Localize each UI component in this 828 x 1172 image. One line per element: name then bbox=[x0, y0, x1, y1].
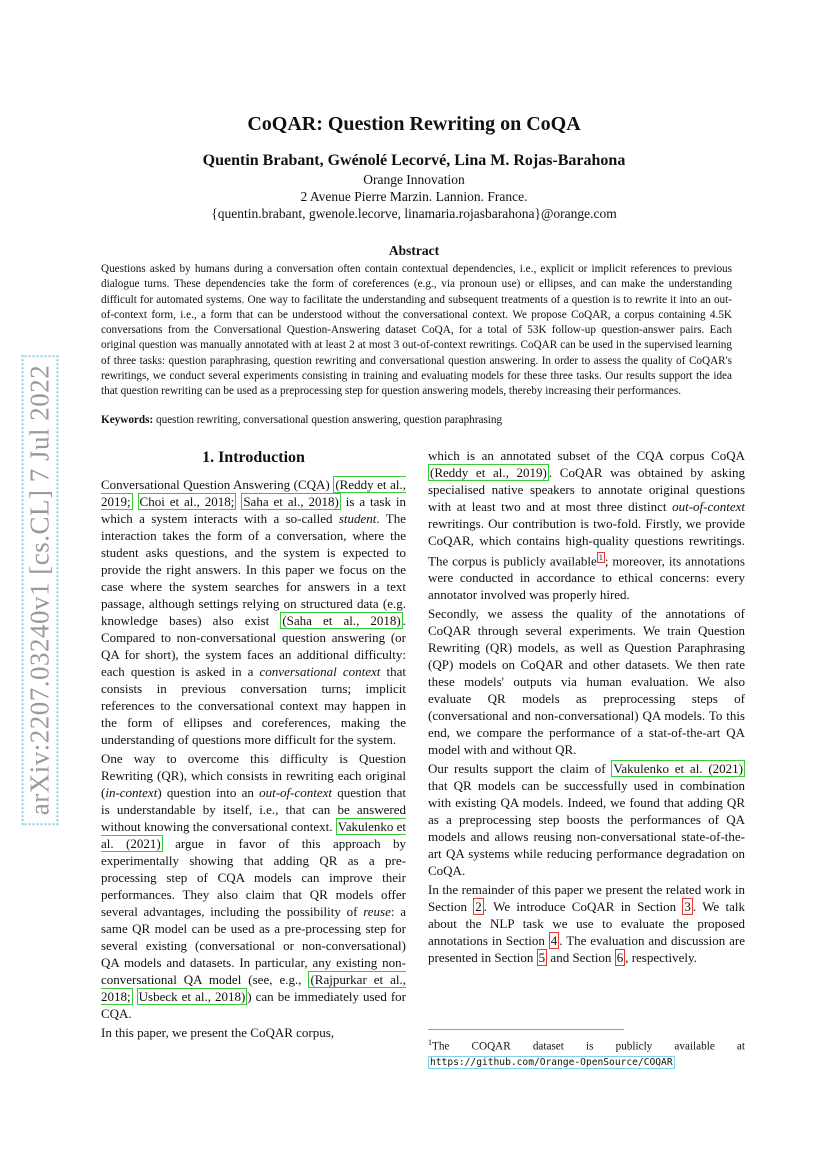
text-span: . The evaluation and discussion are presented in Section bbox=[428, 933, 745, 966]
citation-link[interactable]: (Reddy et al., 2019) bbox=[430, 465, 547, 480]
citation-link[interactable]: (Saha et al., 2018) bbox=[282, 613, 401, 628]
text-span: rewritings. Our contribution is two-fold. Firstly, we provide CoQAR, which contains high-quality questions rewritings. The corpus is publicly available bbox=[428, 516, 745, 569]
arxiv-sidebar bbox=[20, 350, 60, 830]
paragraph bbox=[101, 476, 406, 748]
text-span: . Compared to non-conversational question answering (or QA for short), the system faces an additional difficulty: each question is asked in a bbox=[101, 613, 406, 679]
text-span: . CoQAR was obtained by asking specialised native speakers to annotate original questions with at least two and at most three distinct bbox=[428, 465, 745, 514]
keywords bbox=[101, 414, 732, 426]
section-link[interactable]: 6 bbox=[616, 950, 624, 966]
citation-link[interactable]: Vakulenko et al. (2021) bbox=[101, 819, 406, 851]
text-span: . We introduce CoQAR in Section bbox=[483, 899, 683, 915]
citation-link[interactable]: Vakulenko et al. (2021) bbox=[613, 761, 743, 777]
text-span: out-of-context bbox=[259, 785, 333, 800]
affiliation: Orange Innovation bbox=[363, 172, 465, 187]
text-span: One way to overcome this difficulty is Question Rewriting (QR), which consists in rewriting each original ( bbox=[101, 751, 406, 800]
footnote-link[interactable]: 1 bbox=[598, 553, 603, 562]
text-span: argue in favor of this approach by experimentally showing that adding QR as a pre-processing step of CQA models can improve their performances. They also claim that QR models offer several advantages, including the possibility of bbox=[101, 836, 406, 919]
text-span: that QR models can be successfully used in combination with existing QA models. Indeed, we found that adding QR as a preprocessing step boosts the performances of QA models and allows reusing non-conversational state-of-the-art QA systems while reducing performance degradation on CoQA. bbox=[428, 778, 745, 879]
footnote-separator bbox=[428, 1029, 624, 1030]
paragraph bbox=[428, 447, 745, 603]
citation-link[interactable]: Usbeck et al., 2018) bbox=[138, 989, 246, 1004]
text-span: and Section bbox=[547, 950, 615, 966]
text-span: student bbox=[338, 511, 377, 526]
text-span: In the remainder of this paper we present the related work in Section bbox=[428, 882, 745, 915]
paper-title: CoQAR: Question Rewriting on CoQA bbox=[247, 113, 581, 135]
text-span: reuse bbox=[363, 904, 391, 919]
text-span: is a task in which a system interacts with a so-called bbox=[101, 494, 406, 526]
author-emails: {quentin.brabant, gwenole.lecorve, linamaria.rojasbarahona}@orange.com bbox=[211, 206, 617, 221]
text-span: Our results support the claim of bbox=[428, 761, 612, 777]
paragraph bbox=[428, 760, 745, 879]
text-span: question that is understandable by itself, i.e., that can be answered without knowing the conversational context. bbox=[101, 785, 406, 834]
text-span: ; moreover, its annotations were conducted in accordance to ethical concerns: every annotator involved was properly hired. bbox=[428, 553, 745, 603]
abstract-heading: Abstract bbox=[388, 243, 440, 258]
citation-link[interactable]: Saha et al., 2018) bbox=[243, 494, 339, 509]
citation-link[interactable]: (Reddy et al., 2019; bbox=[101, 477, 406, 509]
text-span: . We talk about the NLP task we use to evaluate the proposed annotations in Section bbox=[428, 899, 745, 949]
text-span: ) can be immediately used for CQA. bbox=[101, 989, 406, 1021]
section-link[interactable]: 3 bbox=[684, 899, 691, 915]
text-span: conversational context bbox=[259, 664, 381, 679]
right-column bbox=[428, 447, 745, 968]
text-span: which is an annotated subset of the CQA corpus CoQA bbox=[428, 448, 745, 463]
paragraph bbox=[101, 750, 406, 1022]
text-span: . The interaction takes the form of a conversation, where the student asks questions, and the system is expected to provide the right answers. In this paper we focus on the case where the system searches for answers in a text passage, although settings relying on structured data (e.g. knowledge bases) also exist bbox=[101, 511, 406, 628]
citation-link[interactable]: Choi et al., 2018; bbox=[139, 494, 235, 509]
paragraph: Secondly, we assess the quality of the annotations of CoQAR through several experiments. We train Question Rewriting (QR) models, as well as Question Paraphrasing (QP) models on CoQAR and other datasets. We then rate these models' outputs via human evaluation. We also evaluate QR models as preprocessing steps of (conversational and non-conversational) QA models. To this end, we compare the performance of a stat-of-the-art QA model with and without QR. bbox=[428, 606, 745, 758]
arxiv-identifier[interactable]: arXiv:2207.03240v1 [cs.CL] 7 Jul 2022 bbox=[22, 355, 59, 825]
footnote-text: The COQAR dataset is publicly available at bbox=[432, 1040, 745, 1053]
address: 2 Avenue Pierre Marzin. Lannion. France. bbox=[300, 189, 528, 204]
footnote bbox=[428, 1035, 745, 1070]
text-span: ) question into an bbox=[157, 785, 260, 800]
keywords-text: question rewriting, conversational question answering, question paraphrasing bbox=[153, 414, 503, 426]
section-link[interactable]: 2 bbox=[475, 899, 482, 915]
text-span: that consists in previous conversation turns; implicit references to the conversational context may happen in the form of ellipses and coreferences, making the understanding of questions more difficult for the system. bbox=[101, 664, 406, 747]
text-span: in-context bbox=[105, 785, 158, 800]
section-heading-introduction: 1. Introduction bbox=[202, 449, 305, 466]
section-link[interactable]: 4 bbox=[550, 933, 558, 949]
keywords-label: Keywords: bbox=[101, 414, 154, 426]
left-column bbox=[101, 445, 406, 1043]
text-span: , respectively. bbox=[625, 950, 697, 966]
authors: Quentin Brabant, Gwénolé Lecorvé, Lina M. Rojas-Barahona bbox=[202, 152, 626, 169]
footnote-mark: 1 bbox=[428, 1038, 432, 1047]
text-span: out-of-context bbox=[672, 499, 745, 514]
repository-url-link[interactable]: https://github.com/Orange-OpenSource/COQAR bbox=[430, 1056, 673, 1068]
citation-link[interactable]: (Rajpurkar et al., 2018; bbox=[101, 972, 407, 1004]
text-span: : a same QR model can be used as a pre-processing step for several existing (conversational or non-conversational) QA models and datasets. In particular, any existing non-conversational QA model (see, e.g., bbox=[101, 904, 406, 987]
text-span: Conversational Question Answering (CQA) bbox=[101, 477, 334, 492]
section-link[interactable]: 5 bbox=[538, 950, 546, 966]
paragraph bbox=[428, 881, 745, 966]
abstract-text: Questions asked by humans during a conversation often contain contextual dependencies, i.e., explicit or implicit references to previous dialogue turns. These dependencies take the form of coreferences (e.g., via pronoun use) or ellipses, and can make the understanding difficult for automated systems. One way to facilitate the understanding and subsequent treatments of a question is to rewrite it into an out-of-context form, i.e., a form that can be understood without the conversational context. We propose CoQAR, a corpus containing 4.5K conversations from the Conversational Question-Answering dataset CoQA, for a total of 53K follow-up question-answer pairs. Each original question was manually annotated with at least 2 at most 3 out-of-context rewritings. CoQAR can be used in the supervised learning of three tasks: question paraphrasing, question rewriting and conversational question answering. In order to assess the quality of CoQAR's rewritings, we conduct several experiments consisting in training and evaluating models for these three tasks. Our results support the idea that question rewriting can be used as a preprocessing step for question answering models, thereby increasing their performances. bbox=[101, 263, 732, 398]
paragraph: In this paper, we present the CoQAR corpus, bbox=[101, 1025, 335, 1040]
